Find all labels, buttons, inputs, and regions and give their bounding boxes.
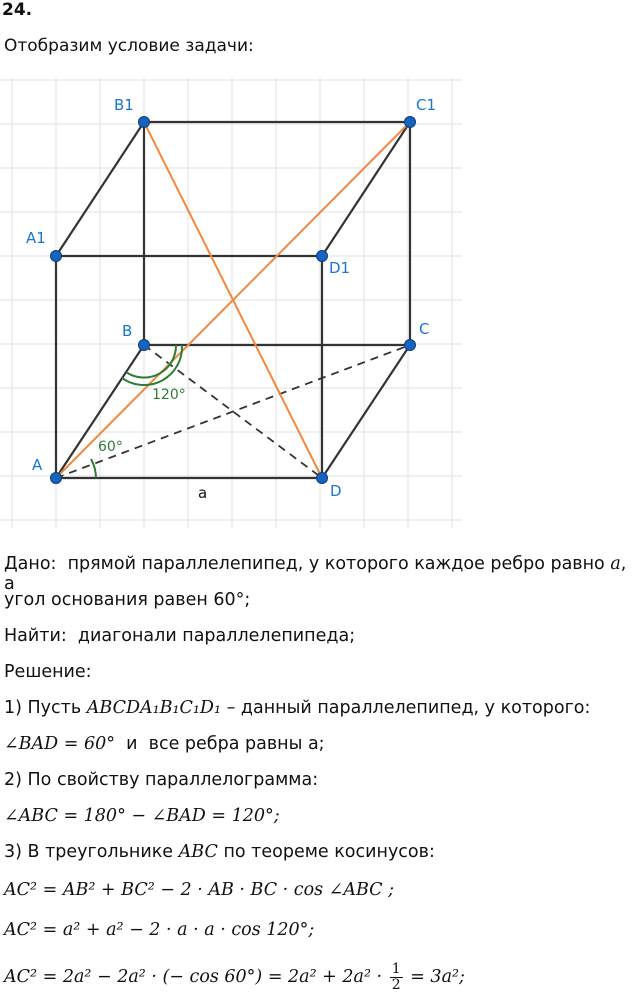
equation-2: AC² = a² + a² − 2 · a · a · cos 120°; xyxy=(4,920,315,940)
fraction-one-half xyxy=(390,962,403,993)
step-3-triangle: ABC xyxy=(178,842,218,862)
angle-marks xyxy=(91,345,182,478)
given-label: Дано: xyxy=(4,554,57,574)
step-2b: ∠ABC = 180° − ∠BAD = 120°; xyxy=(4,806,280,826)
equation-1: AC² = AB² + BC² − 2 · AB · BC · cos ∠ABC ; xyxy=(4,880,394,900)
point-d xyxy=(317,473,328,484)
step-3-prefix: 3) В треугольнике xyxy=(4,842,174,862)
find-label: Найти: xyxy=(4,626,67,646)
edge-c1-d1 xyxy=(322,122,410,256)
step-1-name: ABCDA₁B₁C₁D₁ xyxy=(86,698,221,718)
label-b1: B1 xyxy=(114,96,134,114)
point-a xyxy=(51,473,62,484)
label-c: C xyxy=(419,320,430,338)
given-text: прямой параллелепипед, у которого каждое ребро равно xyxy=(67,554,605,574)
step-2: 2) По свойству параллелограмма: xyxy=(4,770,319,790)
edge-c-d xyxy=(322,345,410,478)
point-b1 xyxy=(139,117,150,128)
base-diagonals xyxy=(56,345,410,478)
angle-b-label: 120° xyxy=(152,387,186,403)
point-b xyxy=(139,340,150,351)
given-end: , а xyxy=(4,554,627,594)
point-c1 xyxy=(405,117,416,128)
solution-heading: Решение: xyxy=(4,662,92,682)
label-d: D xyxy=(330,482,342,500)
step-1b-mid: и xyxy=(126,734,138,754)
find-line xyxy=(4,626,355,646)
given-line xyxy=(4,554,640,594)
equation-3-right: = 3a²; xyxy=(410,967,465,987)
intro-text: Отобразим условие задачи: xyxy=(4,36,254,56)
label-d1: D1 xyxy=(329,259,351,277)
parallelepiped-figure xyxy=(0,66,470,540)
angle-a-arc xyxy=(91,459,96,478)
angle-a-label: 60° xyxy=(98,439,123,455)
label-a1: A1 xyxy=(26,229,46,247)
step-1 xyxy=(4,698,590,718)
step-1b xyxy=(4,734,325,754)
equation-3-left: AC² = 2a² − 2a² · (− cos 60°) = 2a² + 2a² · xyxy=(4,967,383,987)
step-1-prefix: 1) Пусть xyxy=(4,698,82,718)
point-d1 xyxy=(317,251,328,262)
diag-a-c xyxy=(56,345,410,478)
problem-number: 24. xyxy=(2,0,33,20)
edge-a-label: a xyxy=(198,484,208,502)
equation-3 xyxy=(4,962,465,993)
step-3-suffix: по теореме косинусов: xyxy=(223,842,435,862)
step-3 xyxy=(4,842,435,862)
point-a1 xyxy=(51,251,62,262)
given-line-2: угол основания равен 60°; xyxy=(4,590,251,610)
step-1b-end: все ребра равны a; xyxy=(148,734,325,754)
given-var: a xyxy=(610,554,621,574)
angle-bad: ∠BAD = 60° xyxy=(4,734,115,754)
step-1-suffix: – данный параллелепипед, у которого: xyxy=(226,698,591,718)
fraction-denominator: 2 xyxy=(391,977,401,993)
label-a: A xyxy=(32,456,43,474)
label-c1: C1 xyxy=(416,96,437,114)
point-c xyxy=(405,340,416,351)
find-text: диагонали параллелепипеда; xyxy=(77,626,356,646)
label-b: B xyxy=(122,322,133,340)
fraction-numerator: 1 xyxy=(391,961,401,977)
